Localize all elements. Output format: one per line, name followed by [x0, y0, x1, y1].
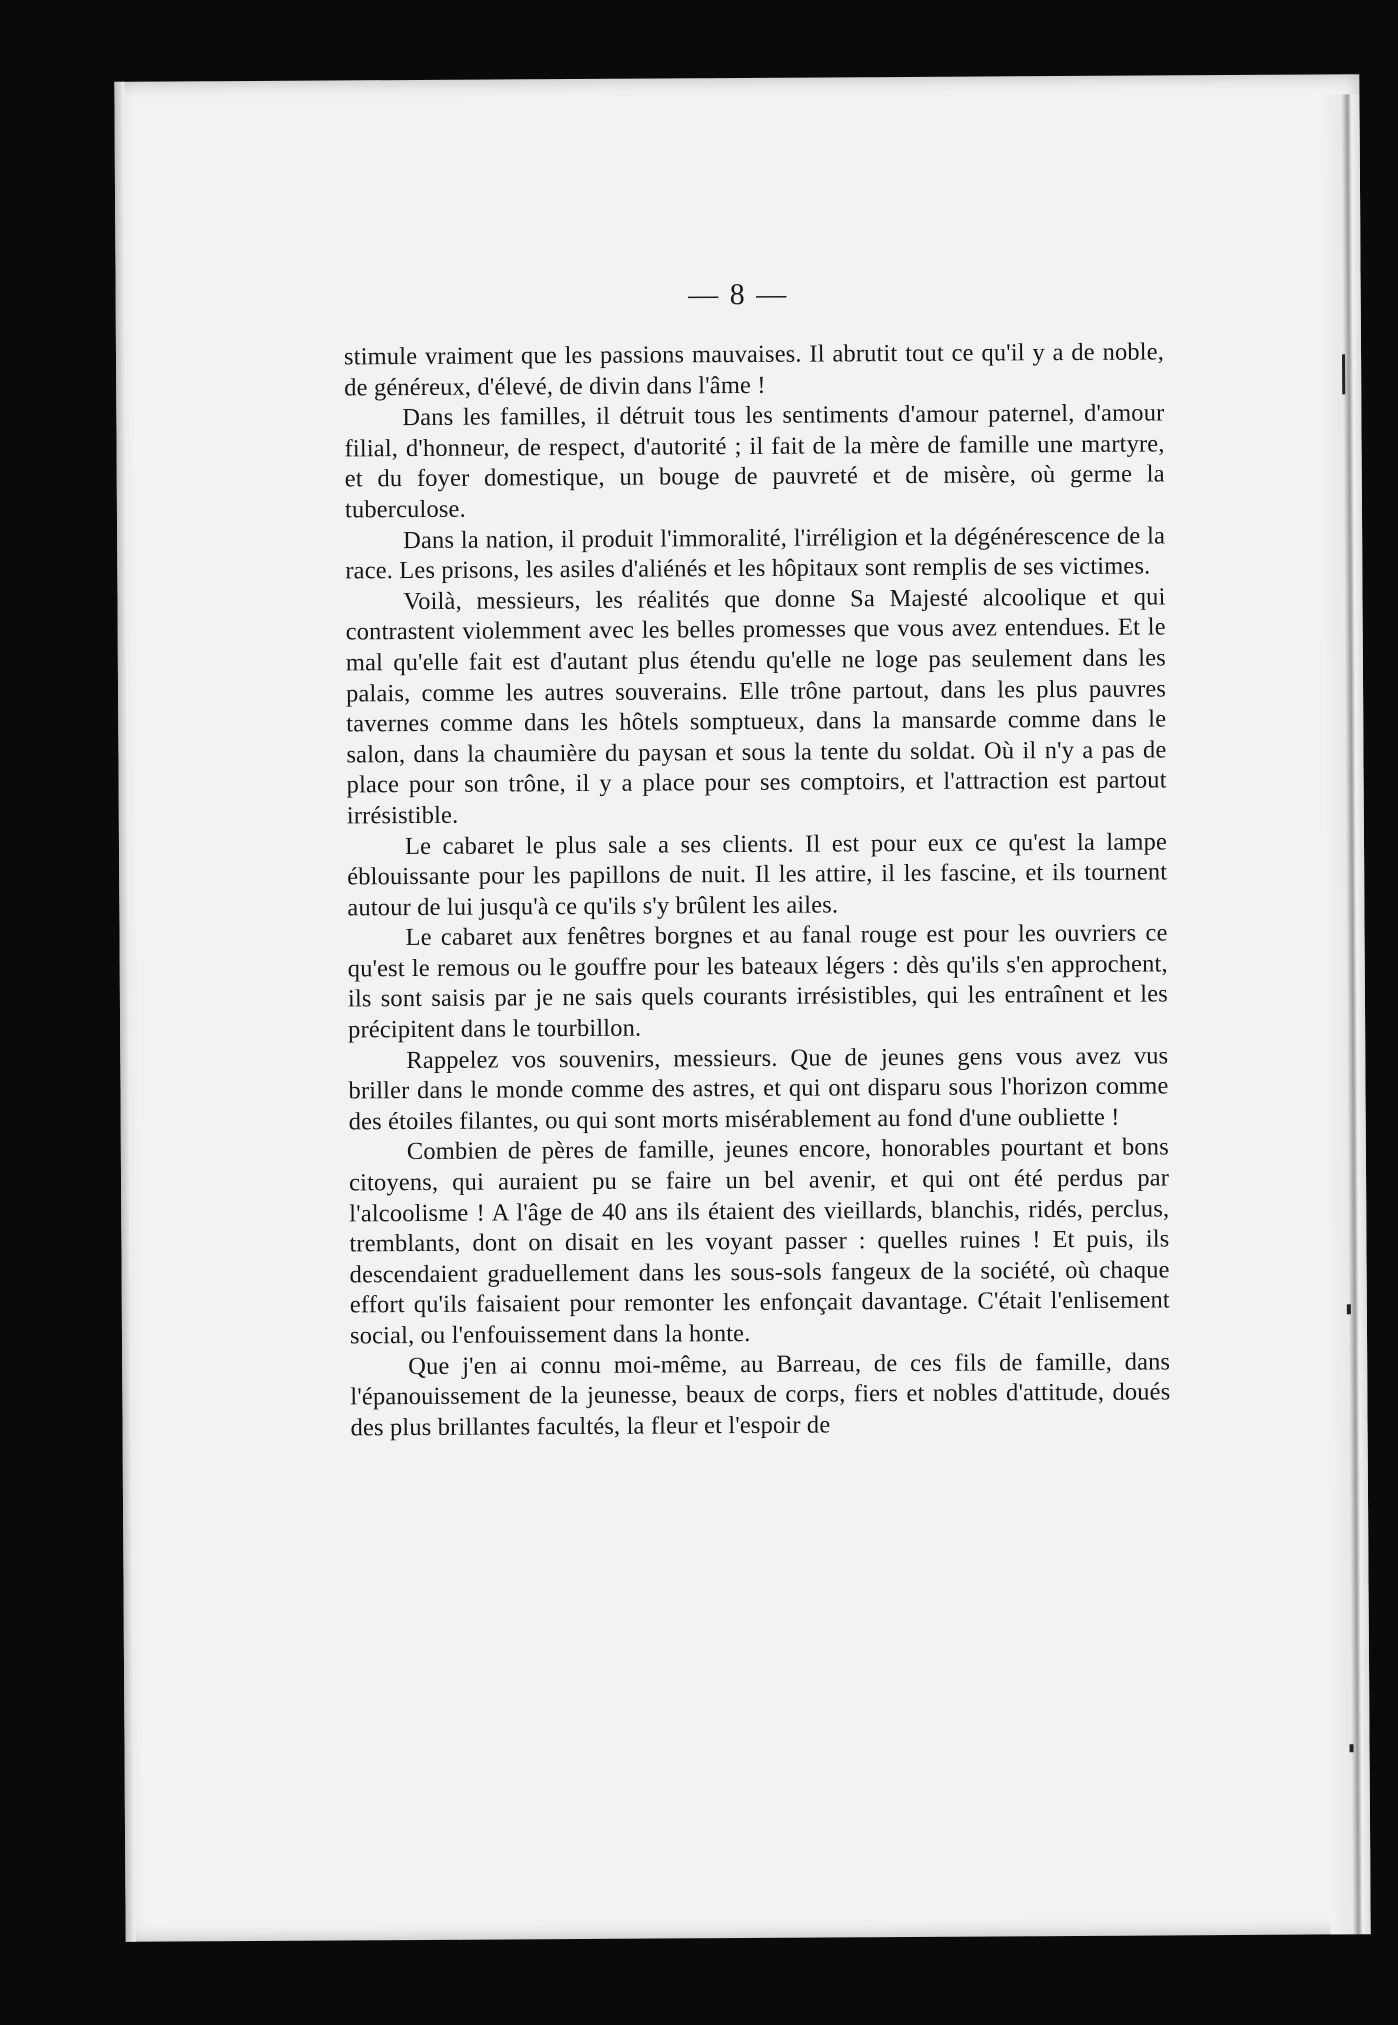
paragraph: Rappelez vos souvenirs, messieurs. Que de jeunes gens vous avez vus briller dans le monde comme des astres, et qui ont disparu sous l'horizon comme des étoiles filantes, ou qui sont morts misérablement au fond d'une oubliette ! — [348, 1042, 1169, 1136]
paragraph: stimule vraiment que les passions mauvaises. Il abrutit tout ce qu'il y a de noble, de généreux, d'élevé, de divin dans l'âme ! — [343, 338, 1165, 402]
paragraph: Combien de pères de famille, jeunes encore, honorables pourtant et bons citoyens, qui auraient pu se faire un bel avenir, et qui ont été perdus par l'alcoolisme ! A l'âge de 40 ans ils étaient des vieillards, blanchis, ridés, perclus, tremblants, dont on disait en les voyant passer : quelles ruines ! Et puis, ils descendaient graduellement dans les sous-sols fangeux de la société, où chaque effort qu'ils faisaient pour remonter les enfonçait davantage. C'était l'enlisement social, ou l'enfouissement dans la honte. — [348, 1133, 1170, 1350]
paragraph: Le cabaret aux fenêtres borgnes et au fanal rouge est pour les ouvriers ce qu'est le remous ou le gouffre pour les bateaux légers : dès qu'ils s'en approchent, ils sont saisis par je ne sais quels courants irrésistibles, qui les entraînent et les précipitent dans le tourbillon. — [347, 919, 1169, 1044]
paragraph: Dans la nation, il produit l'immoralité, l'irréligion et la dégénérescence de la race. Les prisons, les asiles d'aliénés et les hôpitaux sont remplis de ses victimes. — [345, 521, 1166, 585]
body-text — [344, 337, 1171, 1443]
paragraph: Dans les familles, il détruit tous les sentiments d'amour paternel, d'amour filial, d'honneur, de respect, d'autorité ; il fait de la mère de famille une martyre, et du foyer domestique, un bouge de pauvreté et de misère, où germe la tuberculose. — [344, 399, 1165, 524]
book-page — [114, 74, 1370, 1942]
margin-mark — [1347, 1304, 1351, 1314]
paragraph: Voilà, messieurs, les réalités que donne Sa Majesté alcoolique et qui contrastent violemment avec les belles promesses que vous avez entendues. Et le mal qu'elle fait est d'autant plus étendu qu'elle ne loge pas seulement dans les palais, comme les autres souverains. Elle trône partout, dans les plus pauvres tavernes comme dans les hôtels somptueux, dans la mansarde comme dans le salon, dans la chaumière du paysan et sous la tente du soldat. Où il n'y a pas de place pour son trône, il y a place pour ses comptoirs, et l'attraction est partout irrésistible. — [345, 583, 1167, 830]
page-number: — 8 — — [688, 277, 789, 312]
page-right-edge — [1319, 94, 1370, 1934]
page-left-edge — [114, 82, 135, 1942]
margin-mark — [1350, 1744, 1354, 1752]
paragraph: Le cabaret le plus sale a ses clients. Il est pour eux ce qu'est la lampe éblouissante pour les papillons de nuit. Il les attire, il les fascine, et ils tournent autour de lui jusqu'à ce qu'ils s'y brûlent les ailes. — [347, 827, 1168, 922]
margin-mark — [1342, 354, 1345, 394]
paragraph: Que j'en ai connu moi-même, au Barreau, de ces fils de famille, dans l'épanouissement de la jeunesse, beaux de corps, fiers et nobles d'attitude, doués des plus brillantes facultés, la fleur et l'espoir de — [350, 1347, 1171, 1442]
